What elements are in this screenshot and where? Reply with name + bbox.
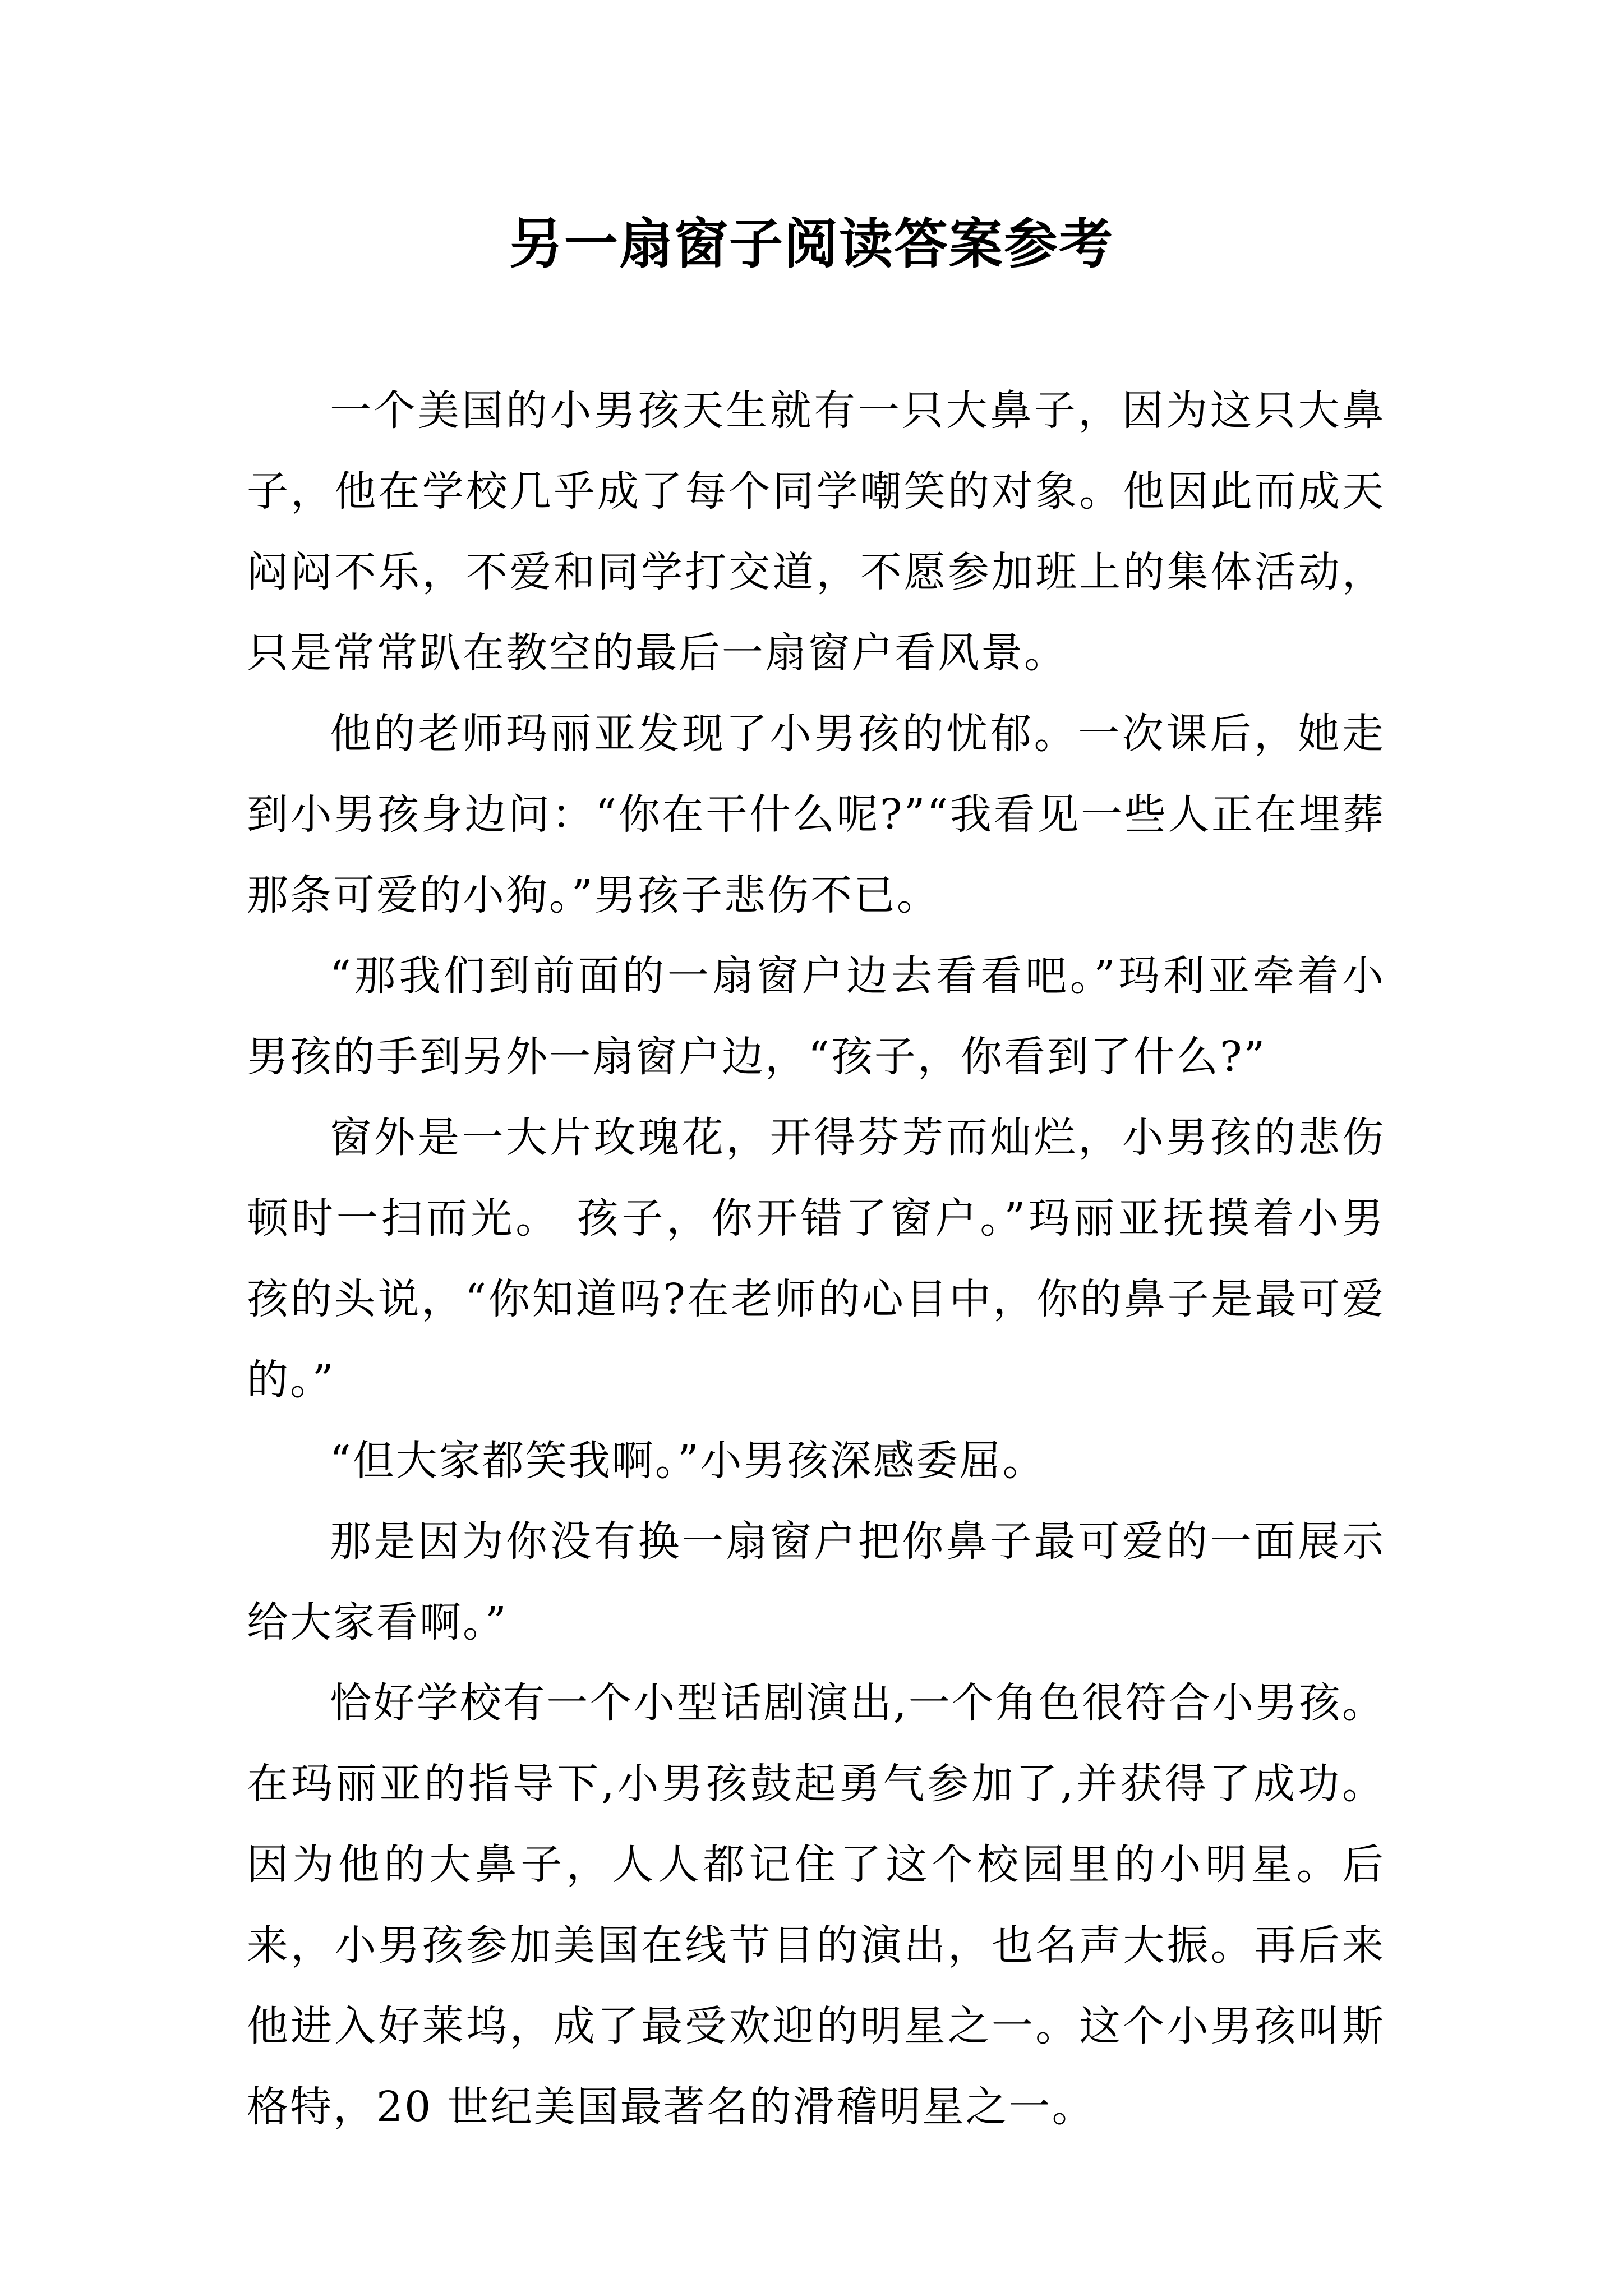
document-body <box>247 370 1385 2147</box>
document-title: 另一扇窗子阅读答案参考 <box>509 212 1114 275</box>
paragraph-5: “但大家都笑我啊。”小男孩深感委屈。 <box>330 1437 1046 1485</box>
paragraph-7: 恰好学校有一个小型话剧演出,一个角色很符合小男孩。在玛丽亚的指导下,小男孩鼓起勇气参加了,并获得了成功。因为他的大鼻子，人人都记住了这个校园里的小明星。后来，小男孩参加美国在线节目的演出，也名声大振。再后来他进入好莱坞，成了最受欢迎的明星之一。这个小男孩叫斯格特，20 世纪美国最著名的滑稽明星之一。 <box>247 1679 1385 2131</box>
paragraph-2: 他的老师玛丽亚发现了小男孩的忧郁。一次课后，她走到小男孩身边问：“你在干什么呢?”“我看见一些人正在埋葬那条可爱的小狗。”男孩子悲伤不已。 <box>247 710 1385 919</box>
paragraph-6: 那是因为你没有换一扇窗户把你鼻子最可爱的一面展示给大家看啊。” <box>247 1517 1385 1646</box>
paragraph-4: 窗外是一大片玫瑰花，开得芬芳而灿烂，小男孩的悲伤顿时一扫而光。 孩子，你开错了窗户。”玛丽亚抚摸着小男孩的头说，“你知道吗?在老师的心目中，你的鼻子是最可爱的。” <box>247 1114 1385 1404</box>
paragraph-1: 一个美国的小男孩天生就有一只大鼻子，因为这只大鼻子，他在学校几乎成了每个同学嘲笑的对象。他因此而成天闷闷不乐，不爱和同学打交道，不愿参加班上的集体活动，只是常常趴在教空的最后一扇窗户看风景。 <box>247 386 1385 677</box>
paragraph-3: “那我们到前面的一扇窗户边去看看吧。”玛利亚牵着小男孩的手到另外一扇窗户边，“孩子，你看到了什么?” <box>247 952 1385 1081</box>
